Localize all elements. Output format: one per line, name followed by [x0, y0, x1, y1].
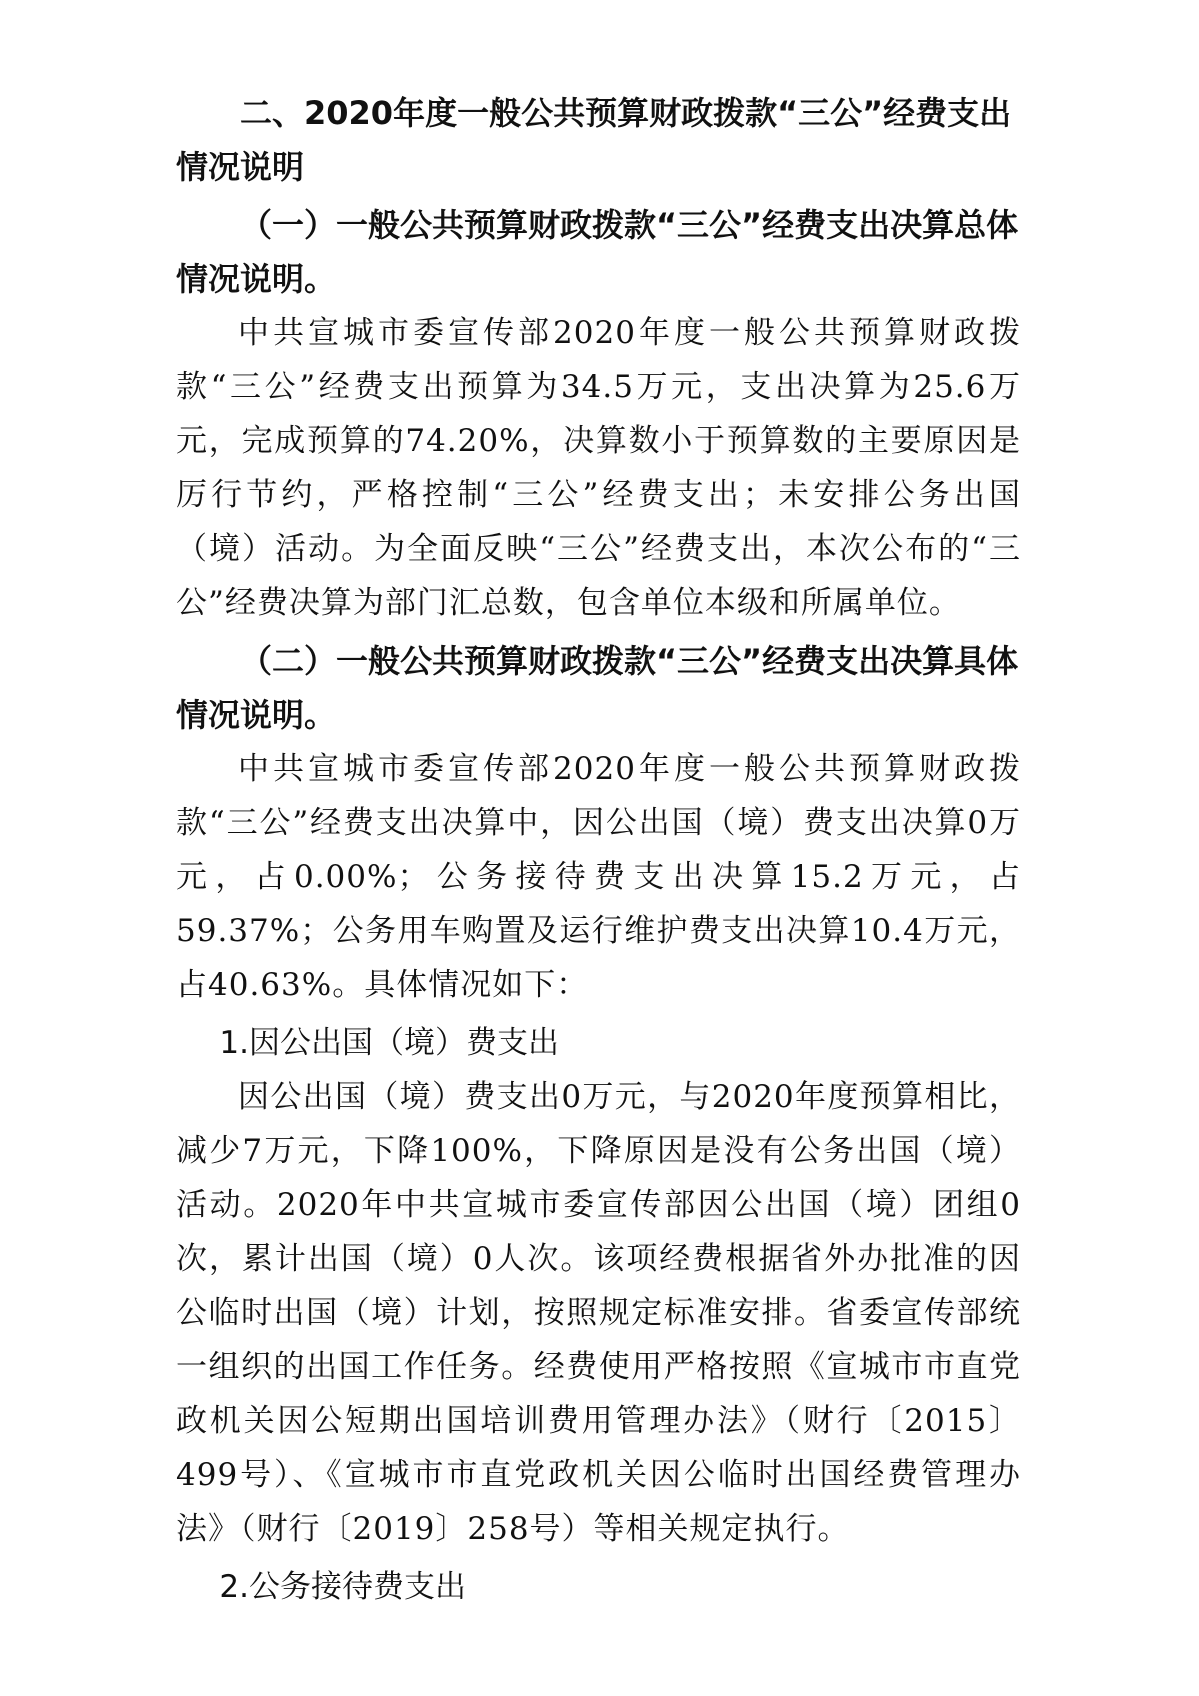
- section-title: 二、2020年度一般公共预算财政拨款“三公”经费支出情况说明: [176, 94, 1012, 186]
- part2-title: （二）一般公共预算财政拨款“三公”经费支出决算具体情况说明。: [176, 642, 1019, 734]
- part1-title: （一）一般公共预算财政拨款“三公”经费支出决算总体情况说明。: [176, 206, 1019, 298]
- item1-title: 1.因公出国（境）费支出: [219, 1025, 559, 1061]
- part1-body: 中共宣城市委宣传部2020年度一般公共预算财政拨款“三公”经费支出预算为34.5万元，支出决算为25.6万元，完成预算的74.20%，决算数小于预算数的主要原因是厉行节约，严格控制“三公”经费支出；未安排公务出国（境）活动。为全面反映“三公”经费支出，本次公布的“三公”经费决算为部门汇总数，包含单位本级和所属单位。: [176, 315, 1021, 621]
- document-page: [176, 86, 1021, 1614]
- part2-body: 中共宣城市委宣传部2020年度一般公共预算财政拨款“三公”经费支出决算中，因公出国（境）费支出决算0万元，占0.00%；公务接待费支出决算15.2万元，占59.37%；公务用车购置及运行维护费支出决算10.4万元，占40.63%。具体情况如下：: [176, 751, 1021, 1003]
- item1-body: 因公出国（境）费支出0万元，与2020年度预算相比，减少7万元，下降100%，下降原因是没有公务出国（境）活动。2020年中共宣城市委宣传部因公出国（境）团组0次，累计出国（境）0人次。该项经费根据省外办批准的因公临时出国（境）计划，按照规定标准安排。省委宣传部统一组织的出国工作任务。经费使用严格按照《宣城市市直党政机关因公短期出国培训费用管理办法》（财行〔2015〕499号）、《宣城市市直党政机关因公临时出国经费管理办法》（财行〔2019〕258号）等相关规定执行。: [176, 1079, 1021, 1547]
- item2-title: 2.公务接待费支出: [219, 1569, 466, 1605]
